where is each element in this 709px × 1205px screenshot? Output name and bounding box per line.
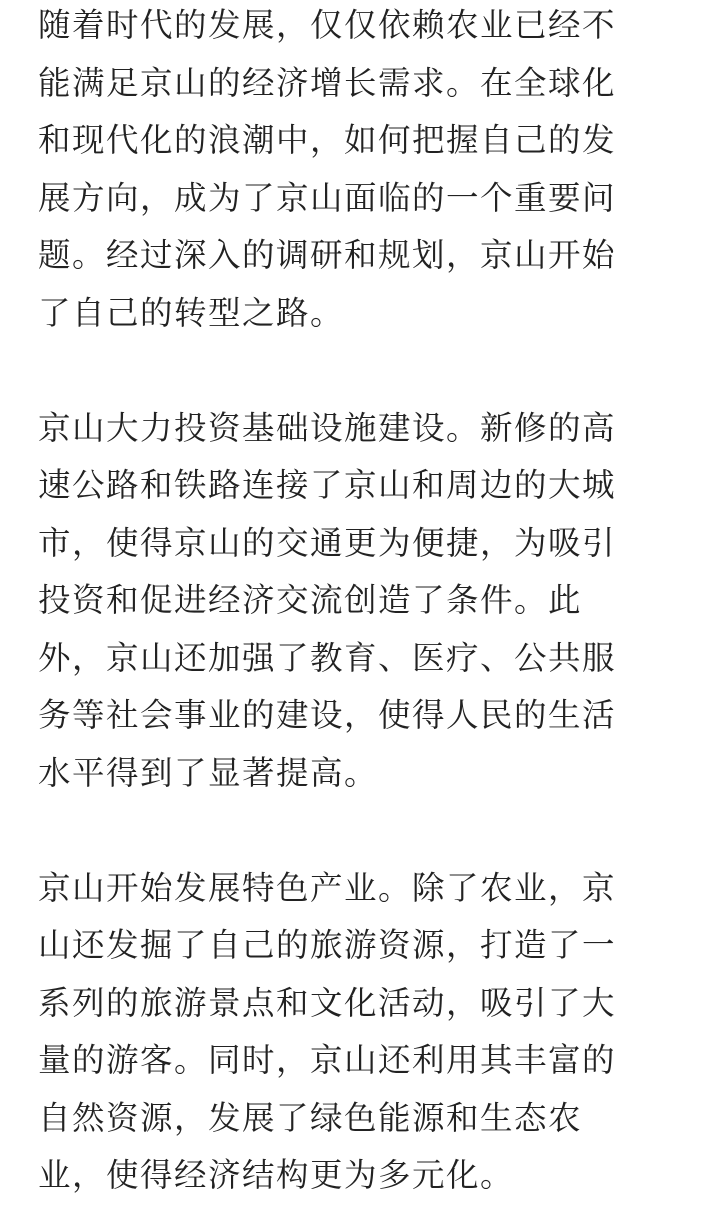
article-body [38,0,678,1205]
text-line: 外，京山还加强了教育、医疗、公共服 [38,638,617,677]
text-line: 自然资源，发展了绿色能源和生态农 [38,1098,583,1137]
text-line: 务等社会事业的建设，使得人民的生活 [38,696,617,734]
text-line: 随着时代的发展，仅仅依赖农业已经不 [38,6,617,44]
text-line: 投资和促进经济交流创造了条件。此 [38,581,583,619]
text-line: 京山大力投资基础设施建设。新修的高 [38,408,617,447]
text-line: 山还发掘了自己的旅游资源，打造了一 [38,926,617,964]
text-line: 量的游客。同时，京山还利用其丰富的 [38,1041,617,1079]
text-line: 水平得到了显著提高。 [38,753,379,792]
text-line: 业，使得经济结构更为多元化。 [38,1156,515,1194]
paragraph [38,0,678,342]
text-line: 了自己的转型之路。 [38,293,345,332]
paragraph [38,400,678,803]
text-line: 题。经过深入的调研和规划，京山开始 [38,236,617,274]
text-line: 和现代化的浪潮中，如何把握自己的发 [38,121,617,159]
text-line: 系列的旅游景点和文化活动，吸引了大 [38,983,617,1022]
text-line: 京山开始发展特色产业。除了农业，京 [38,868,617,907]
text-line: 速公路和铁路连接了京山和周边的大城 [38,466,617,504]
paragraph [38,860,678,1205]
text-line: 展方向，成为了京山面临的一个重要问 [38,178,617,217]
text-line: 能满足京山的经济增长需求。在全球化 [38,63,617,102]
text-line: 市，使得京山的交通更为便捷，为吸引 [38,523,617,562]
